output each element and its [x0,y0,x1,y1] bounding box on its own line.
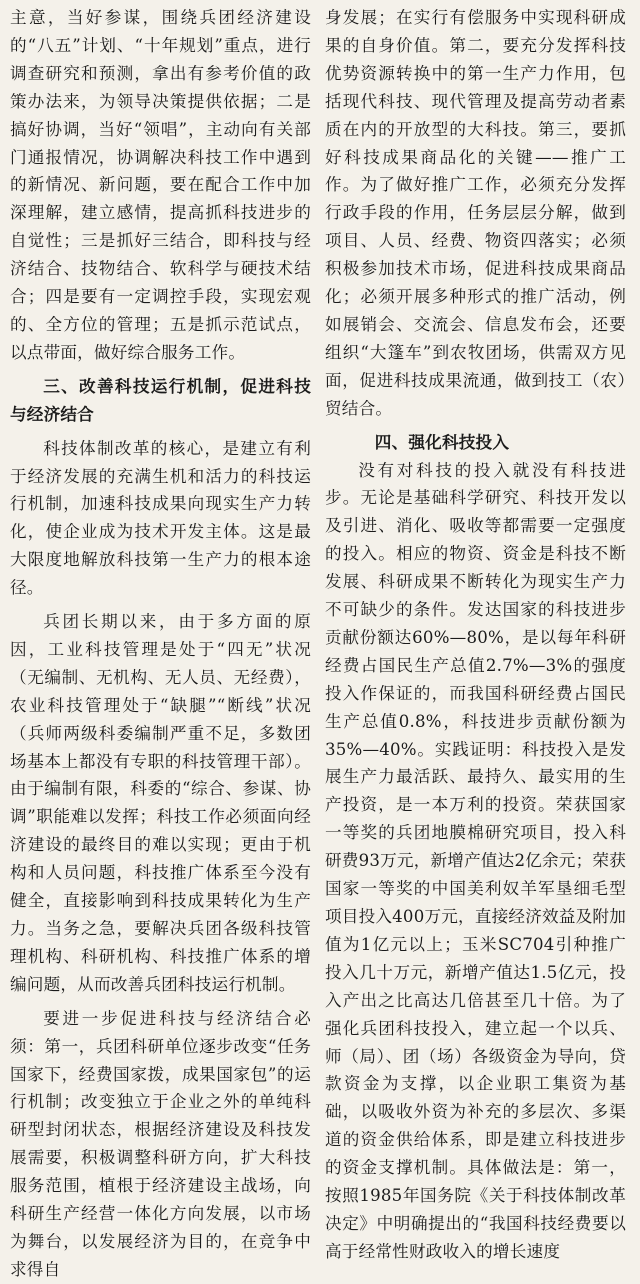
paragraph: 没有对科技的投入就没有科技进步。无论是基础科学研究、科技开发以及引进、消化、吸收等都需要一定强度的投入。相应的物资、资金是科技不断发展、科研成果不断转化为现实生产力不可缺少的条件。发达国家的科技进步贡献份额达60%—80%，是以每年科研经费占国民生产总值2.7%—3%的强度投入作保证的，而我国科研经费占国民生产总值0.8%，科技进步贡献份额为35%—40%。实践证明：科技投入是发展生产力最活跃、最持久、最实用的生产投资，是一本万利的投资。荣获国家一等奖的兵团地膜棉研究项目，投入科研费93万元，新增产值达2亿余元；荣获国家一等奖的中国美利奴羊军垦细毛型项目投入400万元，直接经济效益及附加值为1亿元以上；玉米SC704引种推广投入几十万元，新增产值达1.5亿元，投入产出之比高达几倍甚至几十倍。为了强化兵团科技投入，建立起一个以兵、师（局）、团（场）各级资金为导向，贷款资金为支撑，以企业职工集资为基础，以吸收外资为补充的多层次、多渠道的资金供给体系，即是建立科技进步的资金支撑机制。具体做法是：第一，按照1985年国务院《关于科技体制改革决定》中明确提出的“我国科技经费要以高于经常性财政收入的增长速度 [325,460,626,1261]
right-column [325,4,626,1261]
paragraph-continued: 主意，当好参谋，围绕兵团经济建设的“八五”计划、“十年规划”重点，进行调查研究和预测，拿出有参考价值的政策办法来，为领导决策提供依据；二是搞好协调，当好“领唱”，主动向有关部门通报情况，协调解决科技工作中遇到的新情况、新问题，要在配合工作中加深理解，建立感情，提高抓科技进步的自觉性；三是抓好三结合，即科技与经济结合、技物结合、软科学与硬技术结合；四是要有一定调控手段，实现宏观的、全方位的管理；五是抓示范试点，以点带面，做好综合服务工作。 [10,8,311,362]
paragraph: 兵团长期以来，由于多方面的原因，工业科技管理是处于“四无”状况（无编制、无机构、无人员、无经费），农业科技管理处于“缺腿”“断线”状况（兵师两级科委编制严重不足，多数团场基本上都没有专职的科技管理干部）。由于编制有限，科委的“综合、参谋、协调”职能难以发挥；科技工作必须面向经济建设的最终目的难以实现；更由于机构和人员问题，科技推广体系至今没有健全，直接影响到科技成果转化为生产力。当务之急，要解决兵团各级科技管理机构、科研机构、科技推广体系的增编问题，从而改善兵团科技运行机制。 [10,612,311,994]
section-heading-4: 四、强化科技投入 [374,431,510,452]
paragraph-continued: 身发展；在实行有偿服务中实现科研成果的自身价值。第二，要充分发挥科技优势资源转换中的第一生产力作用，包括现代科技、现代管理及提高劳动者素质在内的开放型的大科技。第三，要抓好科技成果商品化的关键——推广工作。为了做好推广工作，必须充分发挥行政手段的作用，任务层层分解，做到项目、人员、经费、物资四落实；必须积极参加技术市场，促进科技成果商品化；必须开展多种形式的推广活动，例如展销会、交流会、信息发布会，还要组织“大篷车”到农牧团场，供需双方见面，促进科技成果流通，做到技工（农）贸结合。 [325,8,626,418]
paragraph: 要进一步促进科技与经济结合必须：第一，兵团科研单位逐步改变“任务国家下，经费国家拨，成果国家包”的运行机制；改变独立于企业之外的单纯科研型封闭状态，根据经济建设及科技发展需要，积极调整科研方向，扩大科技服务范围，植根于经济建设主战场，向科研生产经营一体化方向发展，以市场为舞台，以发展经济为目的，在竞争中求得自 [10,1008,311,1279]
left-column [10,4,311,1279]
section-heading-3: 三、改善科技运行机制，促进科技与经济结合 [10,375,311,424]
paragraph: 科技体制改革的核心，是建立有利于经济发展的充满生机和活力的科技运行机制，加速科技成果向现实生产力转化，使企业成为技术开发主体。这是最大限度地解放科技第一生产力的根本途径。 [10,438,311,598]
